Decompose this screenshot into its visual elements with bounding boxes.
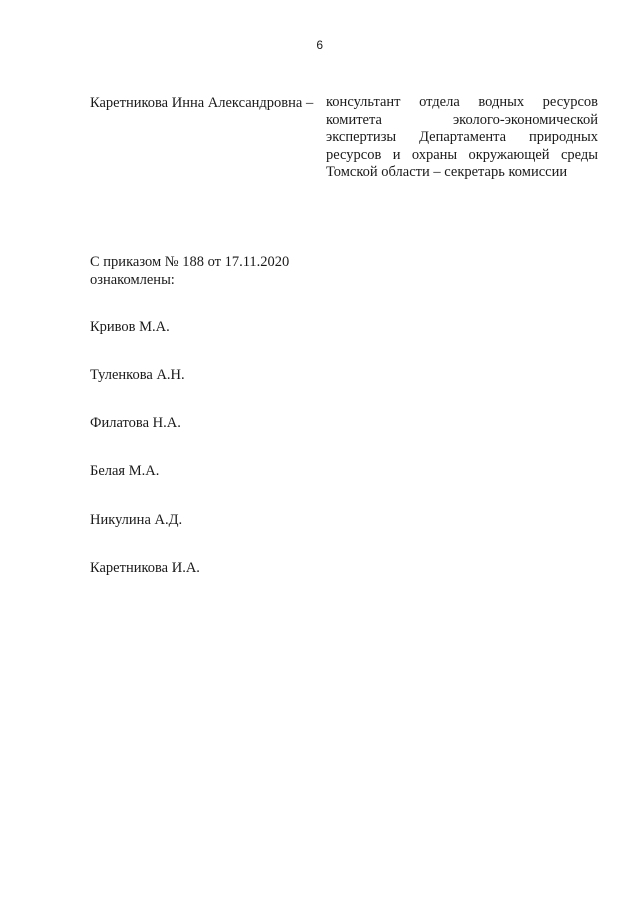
member-role-line: Томской области – секретарь комиссии [326,164,568,180]
signatory-name: Никулина А.Д. [90,512,183,528]
page-number: 6 [316,38,324,52]
member-role-line: экспертизы Департамента природных [326,129,598,145]
commission-member-row [90,94,600,184]
member-role-line: ресурсов и охраны окружающей среды [326,146,598,163]
signatory-name: Кривов М.А. [90,319,170,335]
member-role-line: комитета эколого-экономической [326,111,598,128]
order-acknowledgement [90,253,350,289]
signatory-name: Туленкова А.Н. [90,367,185,383]
order-acknowledgement-line: С приказом № 188 от 17.11.2020 [90,254,290,270]
member-role [326,94,598,182]
signatory-name: Белая М.А. [90,463,160,479]
member-name: Каретникова Инна Александровна – [90,95,314,111]
signatory-name: Каретникова И.А. [90,560,200,576]
signatory-name: Филатова Н.А. [90,415,181,431]
member-role-line: консультант отдела водных ресурсов [326,94,598,110]
order-acknowledgement-line: ознакомлены: [90,272,175,288]
